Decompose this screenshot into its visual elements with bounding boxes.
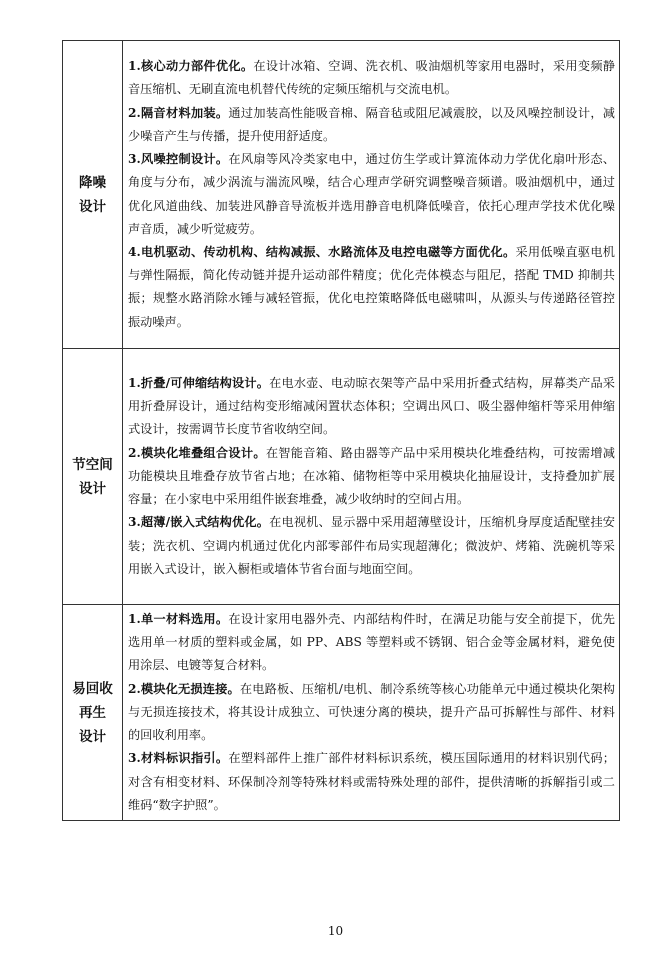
category-label: 节空间 设计 xyxy=(72,456,113,497)
item-title: 2.模块化无损连接。 xyxy=(128,681,240,696)
category-label: 易回收 再生 设计 xyxy=(72,680,113,745)
list-item xyxy=(128,148,615,241)
list-item xyxy=(128,747,615,817)
table-row xyxy=(63,41,620,349)
item-text: 在电路板、压缩机/电机、制冷系统等核心功能单元中通过模块化架构与无损连接技术，将其设计成独立、可快速分离的模块，提升产品可拆解性与部件、材料的回收利用率。 xyxy=(128,681,615,743)
item-text: 采用低噪直驱电机与弹性隔振，简化传动链并提升运动部件精度；优化壳体模态与阻尼，搭配 TMD 抑制共振；规整水路消除水锤与减轻管振，优化电控策略降低电磁啸叫，从源头与传递路径管控振动噪声。 xyxy=(128,244,615,329)
category-cell xyxy=(63,349,123,605)
item-text: 在设计家用电器外壳、内部结构件时，在满足功能与安全前提下，优先选用单一材质的塑料或金属，如 PP、ABS 等塑料或不锈钢、铝合金等金属材料，避免使用涂层、电镀等复合材料。 xyxy=(128,612,615,673)
item-text: 在风扇等风冷类家电中，通过仿生学或计算流体动力学优化扇叶形态、角度与分布，减少涡流与湍流风噪，结合心理声学研究调整噪音频谱。吸油烟机中，通过优化风道曲线、加装进风静音导流板并选用静音电机降低噪音，依托心理声学技术优化噪声音质，减少听觉疲劳。 xyxy=(128,152,615,236)
list-item xyxy=(128,55,615,101)
item-text: 通过加装高性能吸音棉、隔音毡或阻尼减震胶，以及风噪控制设计，减少噪音产生与传播，提升使用舒适度。 xyxy=(128,105,615,143)
item-title: 2.模块化堆叠组合设计。 xyxy=(128,445,266,460)
item-title: 3.材料标识指引。 xyxy=(128,751,229,766)
item-title: 3.风噪控制设计。 xyxy=(128,152,229,167)
item-text: 在塑料部件上推广部件材料标识系统，模压国际通用的材料识别代码；对含有相变材料、环保制冷剂等特殊材料或需特殊处理的部件，提供清晰的拆解指引或二维码“数字护照”。 xyxy=(128,751,615,812)
content-cell xyxy=(123,349,620,605)
item-text: 在电水壶、电动晾衣架等产品中采用折叠式结构，屏幕类产品采用折叠屏设计，通过结构变形缩减闲置状态体积；空调出风口、吸尘器伸缩杆等采用伸缩式设计，按需调节长度节省收纳空间。 xyxy=(128,376,615,437)
item-text: 在设计冰箱、空调、洗衣机、吸油烟机等家用电器时，采用变频静音压缩机、无刷直流电机替代传统的定频压缩机与交流电机。 xyxy=(128,59,615,97)
category-label: 降噪 设计 xyxy=(79,174,106,215)
list-item xyxy=(128,442,615,512)
content-cell xyxy=(123,605,620,821)
list-item xyxy=(128,678,615,748)
list-item xyxy=(128,608,615,678)
table-row xyxy=(63,349,620,605)
item-text: 在智能音箱、路由器等产品中采用模块化堆叠结构，可按需增减功能模块且堆叠存放节省占地；在冰箱、储物柜等中采用模块化抽屉设计，支持叠加扩展容量；在小家电中采用组件嵌套堆叠，减少收纳时的空间占用。 xyxy=(128,445,615,507)
list-item xyxy=(128,102,615,148)
item-title: 4.电机驱动、传动机构、结构减振、水路流体及电控电磁等方面优化。 xyxy=(128,244,516,259)
item-title: 2.隔音材料加装。 xyxy=(128,105,229,120)
item-title: 1.折叠/可伸缩结构设计。 xyxy=(128,376,270,391)
page-number: 10 xyxy=(327,924,344,938)
list-item xyxy=(128,511,615,581)
item-title: 1.单一材料选用。 xyxy=(128,612,229,627)
list-item xyxy=(128,241,615,334)
design-table xyxy=(62,40,620,821)
item-title: 1.核心动力部件优化。 xyxy=(128,59,254,74)
content-cell xyxy=(123,41,620,349)
category-cell xyxy=(63,605,123,821)
list-item xyxy=(128,372,615,442)
table-row xyxy=(63,605,620,821)
category-cell xyxy=(63,41,123,349)
item-title: 3.超薄/嵌入式结构优化。 xyxy=(128,515,270,530)
item-text: 在电视机、显示器中采用超薄壁设计，压缩机身厚度适配壁挂安装；洗衣机、空调内机通过优化内部零部件布局实现超薄化；微波炉、烤箱、洗碗机等采用嵌入式设计，嵌入橱柜或墙体节省台面与地面空间。 xyxy=(128,515,615,576)
